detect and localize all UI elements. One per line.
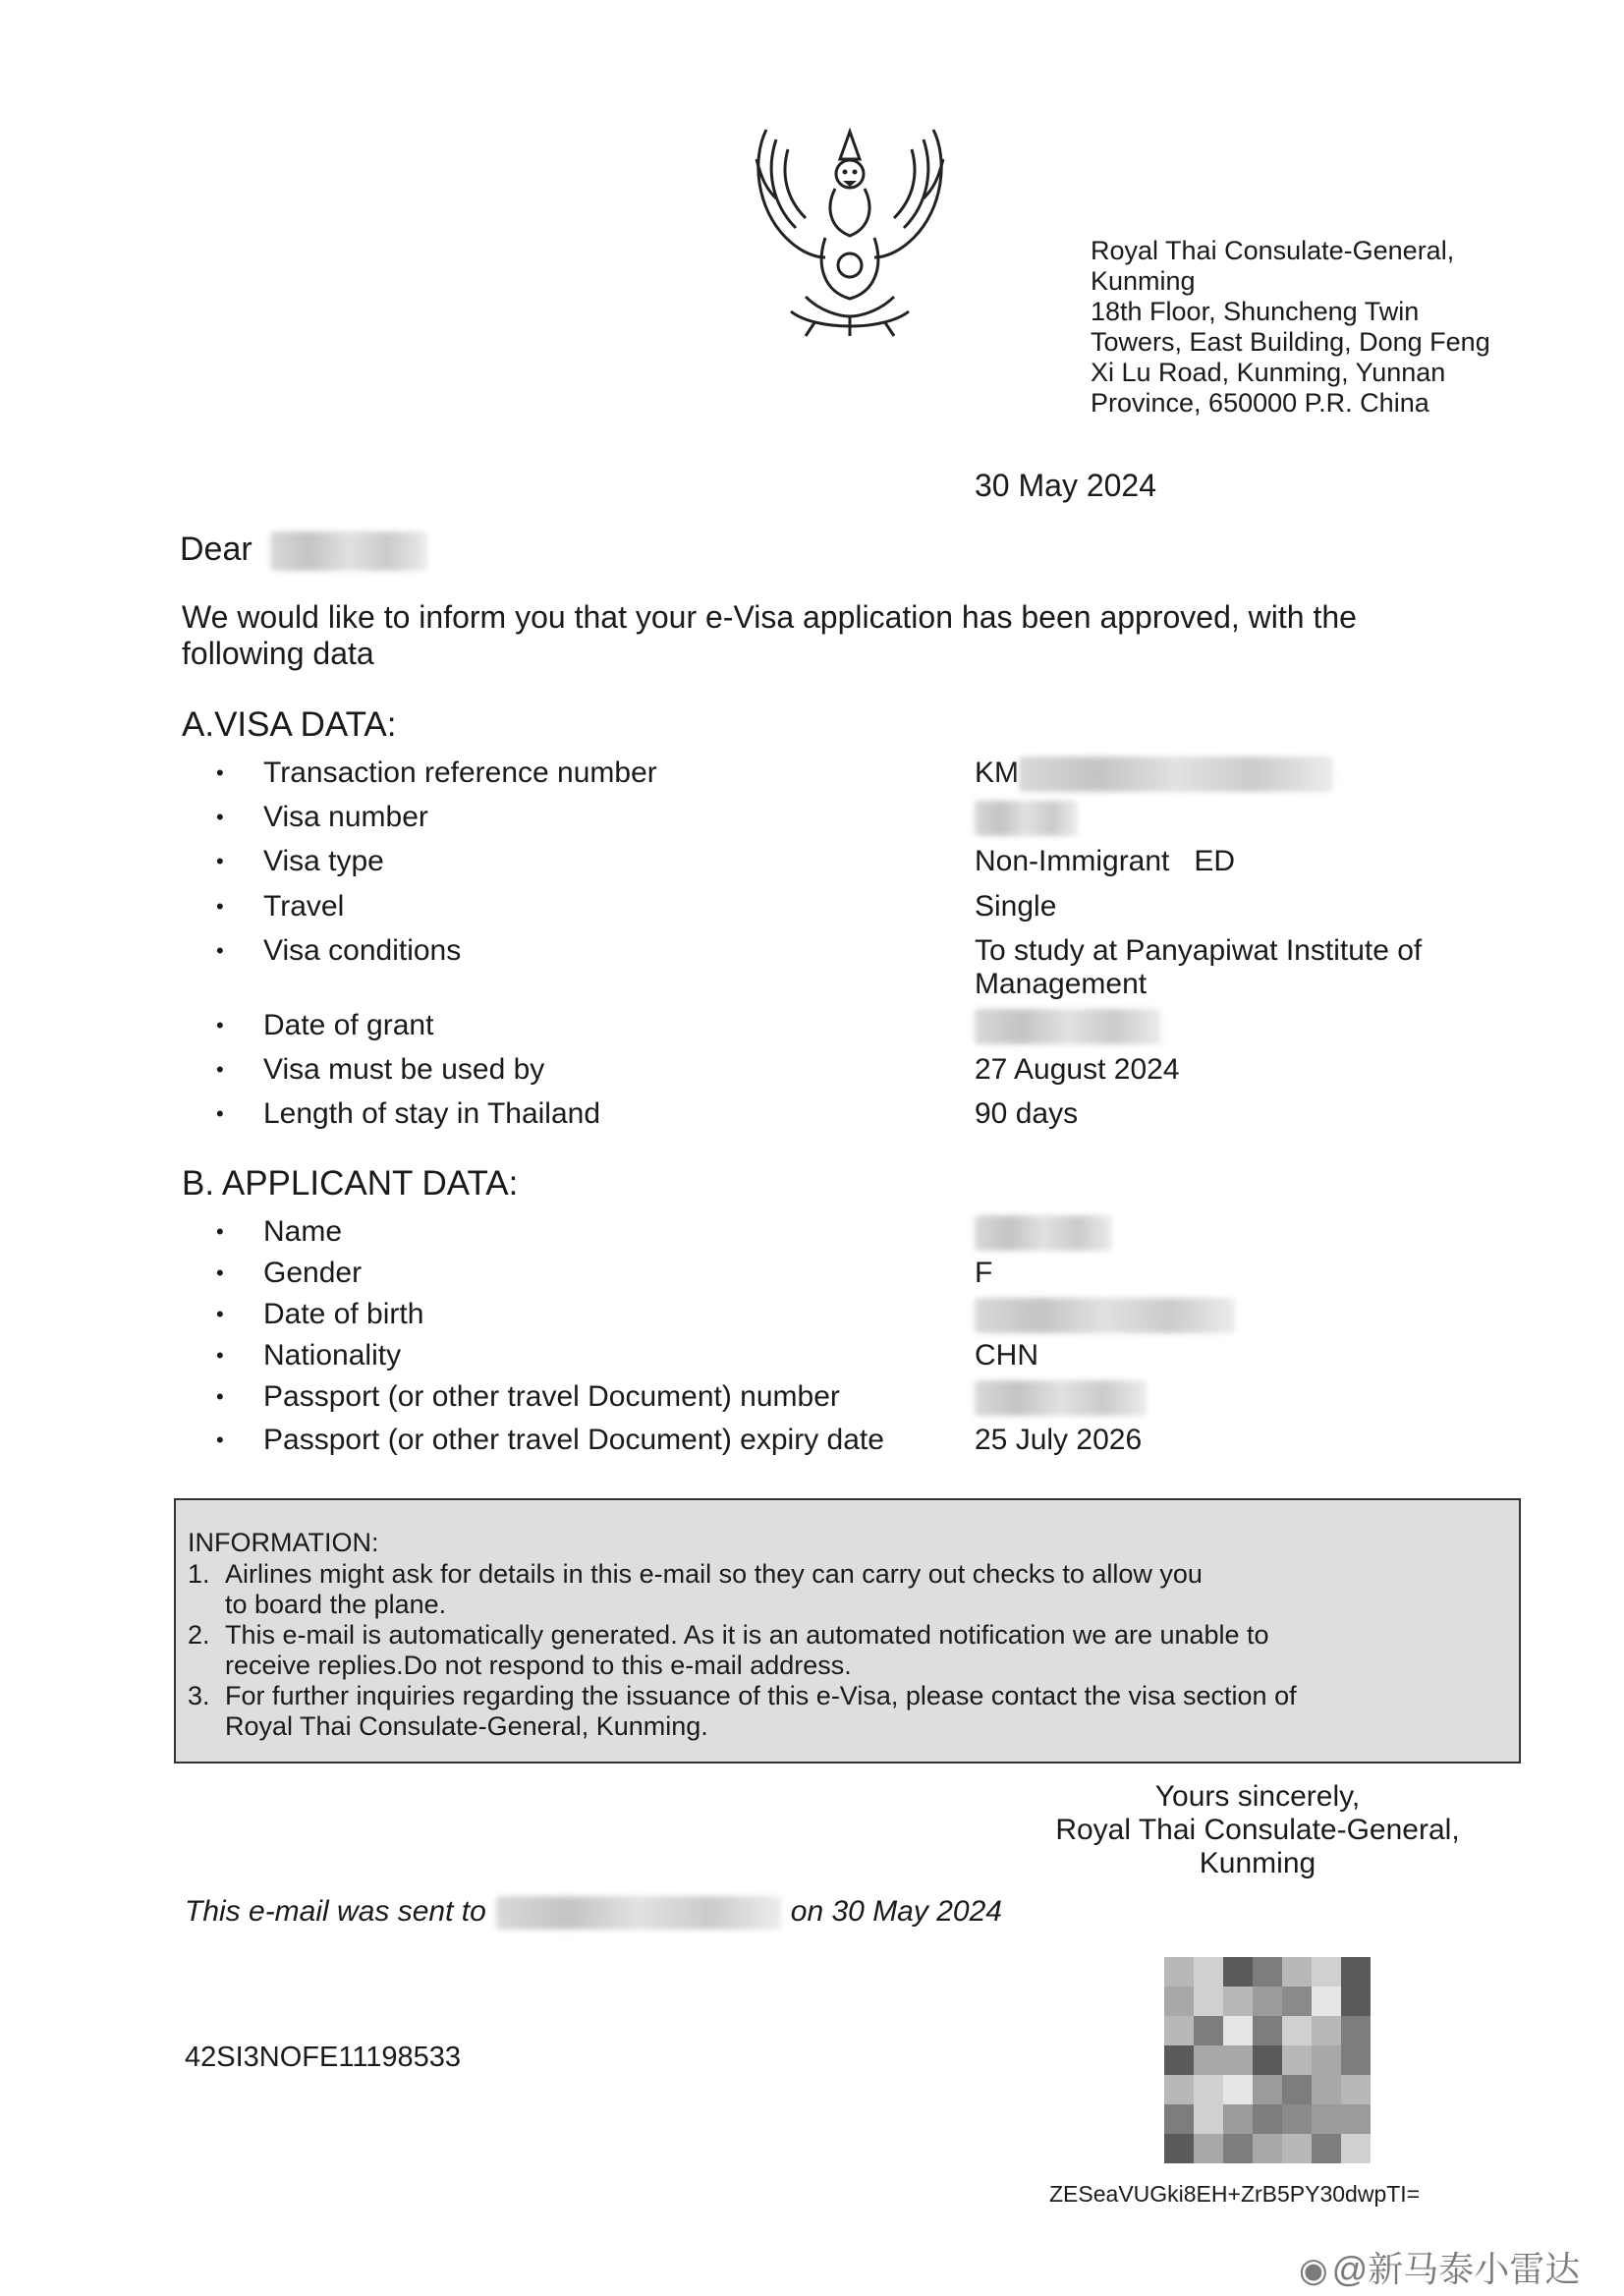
bullet-icon: • bbox=[216, 938, 224, 963]
information-heading: INFORMATION: bbox=[188, 1528, 379, 1557]
qr-mosaic-cell bbox=[1341, 2104, 1371, 2134]
bullet-icon: • bbox=[216, 1101, 224, 1126]
qr-mosaic-cell bbox=[1253, 2016, 1282, 2045]
qr-mosaic-cell bbox=[1253, 2104, 1282, 2134]
qr-mosaic-cell bbox=[1341, 2016, 1371, 2045]
information-item-text bbox=[225, 1620, 1453, 1681]
row-label: Gender bbox=[263, 1257, 363, 1289]
bullet-icon: • bbox=[216, 1343, 224, 1368]
closing-line: Yours sincerely, bbox=[1154, 1780, 1361, 1813]
qr-mosaic-cell bbox=[1223, 2045, 1253, 2075]
closing-line: Royal Thai Consulate-General, bbox=[1055, 1814, 1460, 1846]
address-line: Province, 650000 P.R. China bbox=[1091, 388, 1429, 418]
bullet-icon: • bbox=[216, 1428, 224, 1452]
qr-mosaic-cell bbox=[1312, 2045, 1341, 2075]
row-value: 90 days bbox=[975, 1097, 1079, 1130]
salutation-text: Dear bbox=[180, 531, 252, 568]
bullet-icon: • bbox=[216, 1384, 224, 1409]
qr-mosaic-cell bbox=[1223, 2016, 1253, 2045]
closing-signature bbox=[1012, 1780, 1503, 1880]
information-line: receive replies.Do not respond to this e-mail address. bbox=[225, 1651, 852, 1680]
qr-mosaic-cell bbox=[1194, 2016, 1223, 2045]
qr-mosaic-cell bbox=[1164, 2075, 1194, 2104]
row-value bbox=[975, 1009, 1485, 1044]
row-label: Name bbox=[263, 1215, 343, 1248]
verification-hash: ZESeaVUGki8EH+ZrB5PY30dwpTI= bbox=[1049, 2181, 1421, 2207]
qr-mosaic-cell bbox=[1194, 2104, 1223, 2134]
information-item-number: 2. bbox=[188, 1620, 210, 1650]
bullet-icon: • bbox=[216, 1260, 224, 1285]
row-value bbox=[975, 801, 1485, 836]
qr-mosaic-cell bbox=[1164, 1957, 1194, 1987]
redacted-recipient-name bbox=[270, 532, 427, 571]
bullet-icon: • bbox=[216, 1013, 224, 1037]
bullet-icon: • bbox=[216, 1302, 224, 1326]
qr-mosaic-cell bbox=[1282, 2016, 1312, 2045]
address-line: Kunming bbox=[1091, 266, 1196, 296]
qr-mosaic-cell bbox=[1341, 2045, 1371, 2075]
qr-mosaic-cell bbox=[1253, 2075, 1282, 2104]
redacted-value bbox=[975, 1380, 1147, 1416]
salutation bbox=[180, 531, 427, 571]
qr-mosaic-cell bbox=[1253, 1957, 1282, 1987]
information-line: This e-mail is automatically generated. As it is an automated notification we are unable to bbox=[225, 1620, 1269, 1650]
closing-line: Kunming bbox=[1199, 1847, 1316, 1879]
qr-mosaic-cell bbox=[1164, 2045, 1194, 2075]
sent-notice bbox=[185, 1895, 1002, 1930]
qr-mosaic-cell bbox=[1253, 1987, 1282, 2016]
information-box bbox=[174, 1498, 1521, 1764]
weibo-icon: ◉ bbox=[1299, 2252, 1328, 2289]
row-label: Visa number bbox=[263, 801, 428, 833]
qr-mosaic-cell bbox=[1312, 1957, 1341, 1987]
qr-mosaic-cell bbox=[1341, 2134, 1371, 2163]
garuda-emblem bbox=[747, 120, 953, 338]
bullet-icon: • bbox=[216, 1057, 224, 1082]
sent-suffix: on 30 May 2024 bbox=[790, 1895, 1002, 1928]
information-item-number: 3. bbox=[188, 1681, 210, 1710]
qr-mosaic-cell bbox=[1312, 2134, 1341, 2163]
row-value bbox=[975, 1215, 1485, 1251]
row-label: Visa must be used by bbox=[263, 1053, 545, 1086]
qr-mosaic-cell bbox=[1341, 2075, 1371, 2104]
information-line: Airlines might ask for details in this e-mail so they can carry out checks to allow you bbox=[225, 1559, 1203, 1589]
qr-mosaic-cell bbox=[1194, 2075, 1223, 2104]
information-item-text bbox=[225, 1681, 1453, 1742]
address-line: Towers, East Building, Dong Feng bbox=[1091, 327, 1490, 357]
information-line: For further inquiries regarding the issuance of this e-Visa, please contact the visa section of bbox=[225, 1681, 1297, 1710]
redacted-email bbox=[496, 1896, 781, 1930]
redacted-value bbox=[975, 1298, 1235, 1333]
qr-mosaic-cell bbox=[1282, 2075, 1312, 2104]
redacted-value bbox=[975, 1215, 1112, 1251]
qr-mosaic-cell bbox=[1341, 1987, 1371, 2016]
qr-mosaic-cell bbox=[1223, 2104, 1253, 2134]
row-value bbox=[975, 1380, 1485, 1416]
qr-mosaic-cell bbox=[1194, 2045, 1223, 2075]
row-label: Nationality bbox=[263, 1339, 402, 1372]
row-value bbox=[975, 756, 1485, 792]
qr-mosaic-cell bbox=[1282, 2104, 1312, 2134]
redacted-value bbox=[975, 1009, 1161, 1044]
row-value-text: KM bbox=[975, 756, 1019, 789]
qr-mosaic-cell bbox=[1312, 2016, 1341, 2045]
bullet-icon: • bbox=[216, 805, 224, 829]
qr-mosaic-cell bbox=[1282, 1987, 1312, 2016]
redacted-value bbox=[1019, 756, 1333, 792]
redacted-qr-code bbox=[1164, 1957, 1371, 2163]
qr-mosaic-cell bbox=[1341, 1957, 1371, 1987]
qr-mosaic-cell bbox=[1312, 2075, 1341, 2104]
bullet-icon: • bbox=[216, 849, 224, 873]
qr-mosaic-cell bbox=[1282, 1957, 1312, 1987]
information-item-text bbox=[225, 1559, 1453, 1620]
qr-mosaic-cell bbox=[1312, 2104, 1341, 2134]
row-label: Visa conditions bbox=[263, 934, 462, 967]
qr-mosaic-cell bbox=[1194, 1957, 1223, 1987]
row-label: Transaction reference number bbox=[263, 756, 657, 789]
information-line: to board the plane. bbox=[225, 1590, 447, 1619]
qr-mosaic-cell bbox=[1282, 2045, 1312, 2075]
address-line: 18th Floor, Shuncheng Twin bbox=[1091, 297, 1420, 326]
qr-mosaic-cell bbox=[1253, 2134, 1282, 2163]
reference-code: 42SI3NOFE11198533 bbox=[185, 2042, 462, 2073]
qr-mosaic-cell bbox=[1253, 2045, 1282, 2075]
row-value: 27 August 2024 bbox=[975, 1053, 1180, 1086]
row-label: Date of grant bbox=[263, 1009, 434, 1041]
address-line: Royal Thai Consulate-General, bbox=[1091, 236, 1455, 265]
sent-prefix: This e-mail was sent to bbox=[185, 1895, 486, 1928]
row-value: 25 July 2026 bbox=[975, 1424, 1143, 1456]
address-line: Xi Lu Road, Kunming, Yunnan bbox=[1091, 358, 1446, 387]
qr-mosaic-cell bbox=[1223, 1957, 1253, 1987]
row-label: Length of stay in Thailand bbox=[263, 1097, 601, 1130]
qr-mosaic-cell bbox=[1312, 1987, 1341, 2016]
qr-mosaic-cell bbox=[1282, 2134, 1312, 2163]
intro-paragraph: We would like to inform you that your e-Visa application has been approved, with the following data bbox=[182, 599, 1357, 671]
letter-date: 30 May 2024 bbox=[975, 468, 1157, 503]
row-value: CHN bbox=[975, 1339, 1038, 1372]
row-value: To study at Panyapiwat Institute of Management bbox=[975, 934, 1423, 1000]
qr-mosaic-cell bbox=[1164, 2134, 1194, 2163]
row-value bbox=[975, 1298, 1485, 1333]
consulate-address bbox=[1091, 236, 1523, 419]
watermark-text: @新马泰小雷达 bbox=[1331, 2249, 1581, 2289]
qr-mosaic-cell bbox=[1164, 2104, 1194, 2134]
row-value: F bbox=[975, 1257, 993, 1289]
row-value: Non-Immigrant ED bbox=[975, 845, 1236, 877]
qr-mosaic-cell bbox=[1194, 1987, 1223, 2016]
qr-mosaic-cell bbox=[1164, 2016, 1194, 2045]
row-value: Single bbox=[975, 890, 1057, 923]
row-label: Passport (or other travel Document) expiry date bbox=[263, 1424, 884, 1456]
visa-data-title: A.VISA DATA: bbox=[182, 705, 397, 744]
qr-mosaic-cell bbox=[1223, 1987, 1253, 2016]
watermark bbox=[1299, 2242, 1580, 2292]
row-label: Travel bbox=[263, 890, 345, 923]
row-label: Date of birth bbox=[263, 1298, 424, 1330]
qr-mosaic-cell bbox=[1164, 1987, 1194, 2016]
information-line: Royal Thai Consulate-General, Kunming. bbox=[225, 1711, 708, 1741]
qr-mosaic-cell bbox=[1223, 2075, 1253, 2104]
row-label: Visa type bbox=[263, 845, 384, 877]
redacted-value bbox=[975, 801, 1078, 836]
qr-mosaic-cell bbox=[1194, 2134, 1223, 2163]
applicant-data-title: B. APPLICANT DATA: bbox=[182, 1164, 519, 1203]
row-label: Passport (or other travel Document) number bbox=[263, 1380, 840, 1413]
bullet-icon: • bbox=[216, 1219, 224, 1244]
bullet-icon: • bbox=[216, 760, 224, 785]
information-item-number: 1. bbox=[188, 1559, 210, 1589]
qr-mosaic-cell bbox=[1223, 2134, 1253, 2163]
bullet-icon: • bbox=[216, 894, 224, 919]
